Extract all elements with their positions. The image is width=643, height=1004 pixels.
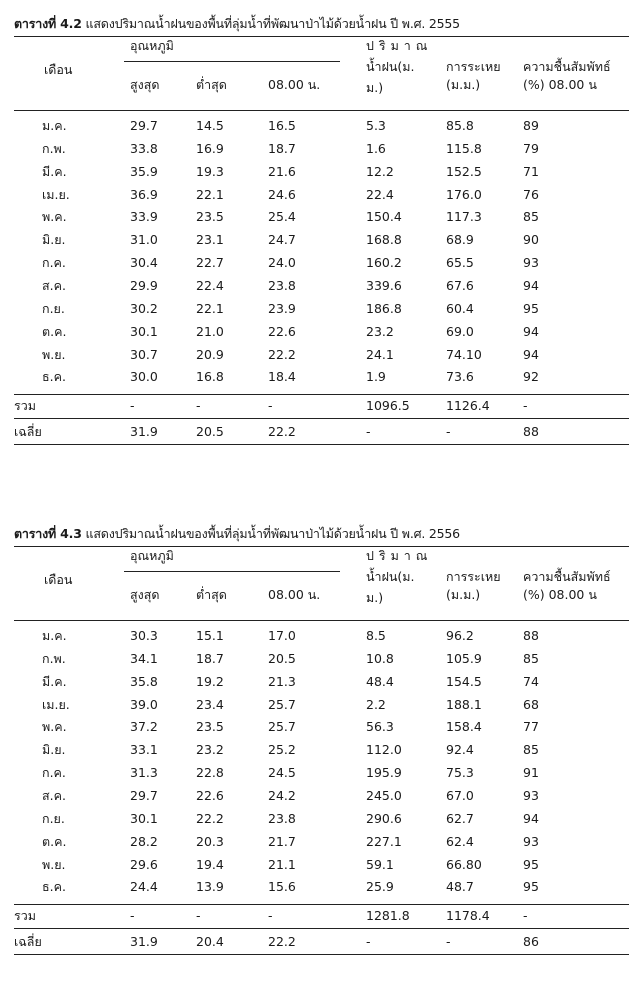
cell-max-temp: 35.8 <box>130 673 158 689</box>
total-max-temp: - <box>130 398 135 413</box>
header-max-temp: สูงสุด <box>130 587 160 602</box>
cell-rainfall: 339.6 <box>366 278 402 293</box>
cell-rainfall: 5.3 <box>366 118 386 133</box>
cell-humidity: 94 <box>523 278 539 293</box>
header-temp-0800: 08.00 น. <box>268 77 321 92</box>
total-top-rule <box>14 394 629 395</box>
average-temp-0800: 22.2 <box>268 424 296 439</box>
cell-min-temp: 23.5 <box>196 209 224 225</box>
cell-rainfall: 245.0 <box>366 788 402 803</box>
header-temp-0800: 08.00 น. <box>268 587 321 602</box>
table-top-rule <box>14 546 629 547</box>
header-evaporation-line1: การระเหย <box>446 59 501 74</box>
cell-rainfall: 168.8 <box>366 232 402 248</box>
cell-evaporation: 62.4 <box>446 833 474 849</box>
cell-humidity: 93 <box>523 788 539 803</box>
cell-month: ก.พ. <box>42 140 66 156</box>
cell-max-temp: 33.8 <box>130 140 158 156</box>
cell-rainfall: 48.4 <box>366 673 394 689</box>
header-humidity-line2: (%) 08.00 น <box>523 587 597 602</box>
cell-min-temp: 22.1 <box>196 300 224 316</box>
cell-humidity: 85 <box>523 742 539 758</box>
cell-temp-0800: 17.0 <box>268 628 296 643</box>
cell-temp-0800: 21.3 <box>268 673 296 689</box>
cell-min-temp: 18.7 <box>196 650 224 666</box>
cell-min-temp: 21.0 <box>196 323 224 339</box>
cell-humidity: 93 <box>523 255 539 271</box>
header-humidity-line1: ความชื้นสัมพัทธ์ <box>523 569 611 584</box>
header-temperature: อุณหภูมิ <box>130 548 174 563</box>
cell-evaporation: 152.5 <box>446 163 482 179</box>
cell-temp-0800: 25.4 <box>268 209 296 225</box>
cell-evaporation: 105.9 <box>446 650 482 666</box>
cell-month: พ.ย. <box>42 346 66 362</box>
cell-max-temp: 30.4 <box>130 255 158 271</box>
cell-humidity: 92 <box>523 369 539 385</box>
total-max-temp: - <box>130 908 135 923</box>
cell-month: เม.ย. <box>42 186 70 202</box>
cell-rainfall: 23.2 <box>366 323 394 339</box>
cell-rainfall: 186.8 <box>366 300 402 316</box>
cell-temp-0800: 18.4 <box>268 369 296 385</box>
cell-humidity: 93 <box>523 833 539 849</box>
average-rainfall: - <box>366 424 371 439</box>
cell-rainfall: 56.3 <box>366 719 394 735</box>
header-rainfall-line2: น้ำฝน(ม. <box>366 569 415 584</box>
cell-temp-0800: 15.6 <box>268 879 296 895</box>
cell-month: เม.ย. <box>42 696 70 712</box>
cell-rainfall: 290.6 <box>366 810 402 826</box>
cell-humidity: 95 <box>523 879 539 895</box>
cell-max-temp: 29.7 <box>130 788 158 803</box>
cell-rainfall: 59.1 <box>366 856 394 872</box>
cell-rainfall: 150.4 <box>366 209 402 225</box>
cell-min-temp: 19.2 <box>196 673 224 689</box>
table-caption-text: แสดงปริมาณน้ำฝนของพื้นที่ลุ่มน้ำที่พัฒนาป่าไม้ด้วยน้ำฝน ปี พ.ศ. 2556 <box>85 526 460 541</box>
cell-temp-0800: 23.9 <box>268 300 296 316</box>
cell-temp-0800: 16.5 <box>268 118 296 133</box>
cell-evaporation: 154.5 <box>446 673 482 689</box>
header-bottom-rule <box>14 110 629 111</box>
cell-month: ส.ค. <box>42 788 66 803</box>
cell-min-temp: 13.9 <box>196 879 224 895</box>
cell-min-temp: 22.4 <box>196 278 224 293</box>
cell-min-temp: 22.1 <box>196 186 224 202</box>
average-evaporation: - <box>446 934 451 949</box>
cell-min-temp: 14.5 <box>196 118 224 133</box>
cell-humidity: 95 <box>523 300 539 316</box>
cell-evaporation: 74.10 <box>446 346 482 362</box>
cell-month: พ.ย. <box>42 856 66 872</box>
cell-month: ธ.ค. <box>42 369 66 385</box>
cell-rainfall: 12.2 <box>366 163 394 179</box>
cell-max-temp: 29.9 <box>130 278 158 293</box>
cell-evaporation: 62.7 <box>446 810 474 826</box>
cell-temp-0800: 24.5 <box>268 765 296 781</box>
cell-max-temp: 33.9 <box>130 209 158 225</box>
cell-evaporation: 92.4 <box>446 742 474 758</box>
cell-rainfall: 22.4 <box>366 186 394 202</box>
cell-max-temp: 35.9 <box>130 163 158 179</box>
cell-month: ม.ค. <box>42 118 67 133</box>
cell-max-temp: 30.0 <box>130 369 158 385</box>
cell-humidity: 88 <box>523 628 539 643</box>
cell-evaporation: 60.4 <box>446 300 474 316</box>
average-humidity: 86 <box>523 934 539 949</box>
cell-month: มิ.ย. <box>42 742 66 758</box>
cell-max-temp: 30.2 <box>130 300 158 316</box>
cell-humidity: 79 <box>523 140 539 156</box>
cell-month: มี.ค. <box>42 673 67 689</box>
cell-humidity: 91 <box>523 765 539 781</box>
cell-rainfall: 160.2 <box>366 255 402 271</box>
cell-humidity: 77 <box>523 719 539 735</box>
total-temp-0800: - <box>268 398 273 413</box>
cell-max-temp: 39.0 <box>130 696 158 712</box>
average-evaporation: - <box>446 424 451 439</box>
cell-evaporation: 67.6 <box>446 278 474 293</box>
cell-humidity: 85 <box>523 650 539 666</box>
header-month: เดือน <box>44 62 73 77</box>
table-bottom-rule <box>14 444 629 445</box>
cell-temp-0800: 22.6 <box>268 323 296 339</box>
average-month: เฉลี่ย <box>14 934 42 949</box>
cell-max-temp: 29.6 <box>130 856 158 872</box>
average-humidity: 88 <box>523 424 539 439</box>
average-min-temp: 20.4 <box>196 934 224 949</box>
cell-min-temp: 22.8 <box>196 765 224 781</box>
cell-min-temp: 23.2 <box>196 742 224 758</box>
cell-temp-0800: 23.8 <box>268 810 296 826</box>
cell-humidity: 90 <box>523 232 539 248</box>
cell-evaporation: 85.8 <box>446 118 474 133</box>
cell-month: มิ.ย. <box>42 232 66 248</box>
header-rainfall-line2: น้ำฝน(ม. <box>366 59 415 74</box>
cell-month: ธ.ค. <box>42 879 66 895</box>
cell-evaporation: 48.7 <box>446 879 474 895</box>
cell-min-temp: 16.8 <box>196 369 224 385</box>
cell-temp-0800: 24.0 <box>268 255 296 271</box>
table-caption <box>14 524 460 544</box>
cell-min-temp: 19.4 <box>196 856 224 872</box>
table-section <box>0 14 643 494</box>
cell-evaporation: 115.8 <box>446 140 482 156</box>
cell-month: มี.ค. <box>42 163 67 179</box>
cell-rainfall: 227.1 <box>366 833 402 849</box>
cell-humidity: 89 <box>523 118 539 133</box>
cell-temp-0800: 24.6 <box>268 186 296 202</box>
cell-rainfall: 195.9 <box>366 765 402 781</box>
cell-evaporation: 66.80 <box>446 856 482 872</box>
header-min-temp: ต่ำสุด <box>196 587 227 602</box>
table-caption-label: ตารางที่ 4.2 <box>14 16 82 31</box>
total-evaporation: 1126.4 <box>446 398 490 413</box>
cell-max-temp: 30.3 <box>130 628 158 643</box>
total-month: รวม <box>14 908 36 923</box>
total-rainfall: 1096.5 <box>366 398 410 413</box>
cell-humidity: 76 <box>523 186 539 202</box>
cell-month: ก.ย. <box>42 300 65 316</box>
cell-min-temp: 16.9 <box>196 140 224 156</box>
average-max-temp: 31.9 <box>130 934 158 949</box>
cell-humidity: 68 <box>523 696 539 712</box>
cell-rainfall: 1.6 <box>366 140 386 156</box>
total-rainfall: 1281.8 <box>366 908 410 923</box>
header-temperature: อุณหภูมิ <box>130 38 174 53</box>
cell-min-temp: 19.3 <box>196 163 224 179</box>
table-caption-label: ตารางที่ 4.3 <box>14 526 82 541</box>
cell-evaporation: 188.1 <box>446 696 482 712</box>
cell-max-temp: 30.7 <box>130 346 158 362</box>
cell-min-temp: 22.6 <box>196 788 224 803</box>
average-month: เฉลี่ย <box>14 424 42 439</box>
cell-max-temp: 30.1 <box>130 323 158 339</box>
cell-temp-0800: 18.7 <box>268 140 296 156</box>
cell-humidity: 94 <box>523 346 539 362</box>
average-min-temp: 20.5 <box>196 424 224 439</box>
table-caption <box>14 14 460 34</box>
cell-rainfall: 8.5 <box>366 628 386 643</box>
cell-humidity: 95 <box>523 856 539 872</box>
cell-max-temp: 24.4 <box>130 879 158 895</box>
cell-min-temp: 15.1 <box>196 628 224 643</box>
total-evaporation: 1178.4 <box>446 908 490 923</box>
cell-evaporation: 73.6 <box>446 369 474 385</box>
cell-humidity: 94 <box>523 810 539 826</box>
cell-max-temp: 29.7 <box>130 118 158 133</box>
cell-humidity: 85 <box>523 209 539 225</box>
header-humidity-line2: (%) 08.00 น <box>523 77 597 92</box>
header-max-temp: สูงสุด <box>130 77 160 92</box>
cell-max-temp: 28.2 <box>130 833 158 849</box>
cell-evaporation: 68.9 <box>446 232 474 248</box>
average-temp-0800: 22.2 <box>268 934 296 949</box>
total-month: รวม <box>14 398 36 413</box>
cell-temp-0800: 24.2 <box>268 788 296 803</box>
cell-month: ก.ค. <box>42 255 66 271</box>
header-evaporation-line1: การระเหย <box>446 569 501 584</box>
cell-humidity: 74 <box>523 673 539 689</box>
header-bottom-rule <box>14 620 629 621</box>
cell-max-temp: 31.3 <box>130 765 158 781</box>
cell-max-temp: 34.1 <box>130 650 158 666</box>
cell-min-temp: 23.1 <box>196 232 224 248</box>
cell-min-temp: 23.5 <box>196 719 224 735</box>
cell-rainfall: 24.1 <box>366 346 394 362</box>
total-bottom-rule <box>14 418 629 419</box>
header-month: เดือน <box>44 572 73 587</box>
cell-month: ส.ค. <box>42 278 66 293</box>
cell-temp-0800: 22.2 <box>268 346 296 362</box>
cell-evaporation: 69.0 <box>446 323 474 339</box>
total-min-temp: - <box>196 908 201 923</box>
total-temp-0800: - <box>268 908 273 923</box>
cell-max-temp: 33.1 <box>130 742 158 758</box>
cell-max-temp: 36.9 <box>130 186 158 202</box>
header-min-temp: ต่ำสุด <box>196 77 227 92</box>
total-top-rule <box>14 904 629 905</box>
cell-humidity: 71 <box>523 163 539 179</box>
cell-month: ก.ย. <box>42 810 65 826</box>
cell-rainfall: 2.2 <box>366 696 386 712</box>
total-min-temp: - <box>196 398 201 413</box>
header-evaporation-line2: (ม.ม.) <box>446 77 481 92</box>
cell-rainfall: 25.9 <box>366 879 394 895</box>
header-rainfall-line3: ม.) <box>366 590 384 605</box>
cell-temp-0800: 21.7 <box>268 833 296 849</box>
cell-evaporation: 176.0 <box>446 186 482 202</box>
cell-min-temp: 23.4 <box>196 696 224 712</box>
temperature-group-rule <box>124 571 340 572</box>
temperature-group-rule <box>124 61 340 62</box>
cell-evaporation: 96.2 <box>446 628 474 643</box>
header-rainfall-line3: ม.) <box>366 80 384 95</box>
cell-month: ก.พ. <box>42 650 66 666</box>
cell-min-temp: 20.9 <box>196 346 224 362</box>
cell-evaporation: 67.0 <box>446 788 474 803</box>
average-rainfall: - <box>366 934 371 949</box>
table-caption-text: แสดงปริมาณน้ำฝนของพื้นที่ลุ่มน้ำที่พัฒนาป่าไม้ด้วยน้ำฝน ปี พ.ศ. 2555 <box>85 16 460 31</box>
cell-month: ต.ค. <box>42 833 67 849</box>
table-top-rule <box>14 36 629 37</box>
header-rainfall-line1: ป ริ ม า ณ <box>366 548 428 563</box>
average-max-temp: 31.9 <box>130 424 158 439</box>
cell-evaporation: 75.3 <box>446 765 474 781</box>
cell-temp-0800: 24.7 <box>268 232 296 248</box>
cell-month: พ.ค. <box>42 209 67 225</box>
cell-evaporation: 65.5 <box>446 255 474 271</box>
cell-temp-0800: 25.2 <box>268 742 296 758</box>
cell-month: พ.ค. <box>42 719 67 735</box>
cell-temp-0800: 23.8 <box>268 278 296 293</box>
cell-temp-0800: 21.1 <box>268 856 296 872</box>
cell-temp-0800: 25.7 <box>268 719 296 735</box>
cell-month: ก.ค. <box>42 765 66 781</box>
cell-humidity: 94 <box>523 323 539 339</box>
total-bottom-rule <box>14 928 629 929</box>
cell-evaporation: 117.3 <box>446 209 482 225</box>
cell-min-temp: 20.3 <box>196 833 224 849</box>
header-evaporation-line2: (ม.ม.) <box>446 587 481 602</box>
table-section <box>0 524 643 1004</box>
cell-max-temp: 30.1 <box>130 810 158 826</box>
cell-rainfall: 1.9 <box>366 369 386 385</box>
cell-temp-0800: 21.6 <box>268 163 296 179</box>
cell-min-temp: 22.7 <box>196 255 224 271</box>
cell-max-temp: 31.0 <box>130 232 158 248</box>
cell-evaporation: 158.4 <box>446 719 482 735</box>
cell-rainfall: 112.0 <box>366 742 402 758</box>
cell-temp-0800: 25.7 <box>268 696 296 712</box>
header-humidity-line1: ความชื้นสัมพัทธ์ <box>523 59 611 74</box>
total-humidity: - <box>523 398 528 413</box>
cell-rainfall: 10.8 <box>366 650 394 666</box>
cell-month: ต.ค. <box>42 323 67 339</box>
cell-min-temp: 22.2 <box>196 810 224 826</box>
table-bottom-rule <box>14 954 629 955</box>
cell-month: ม.ค. <box>42 628 67 643</box>
cell-temp-0800: 20.5 <box>268 650 296 666</box>
cell-max-temp: 37.2 <box>130 719 158 735</box>
header-rainfall-line1: ป ริ ม า ณ <box>366 38 428 53</box>
total-humidity: - <box>523 908 528 923</box>
